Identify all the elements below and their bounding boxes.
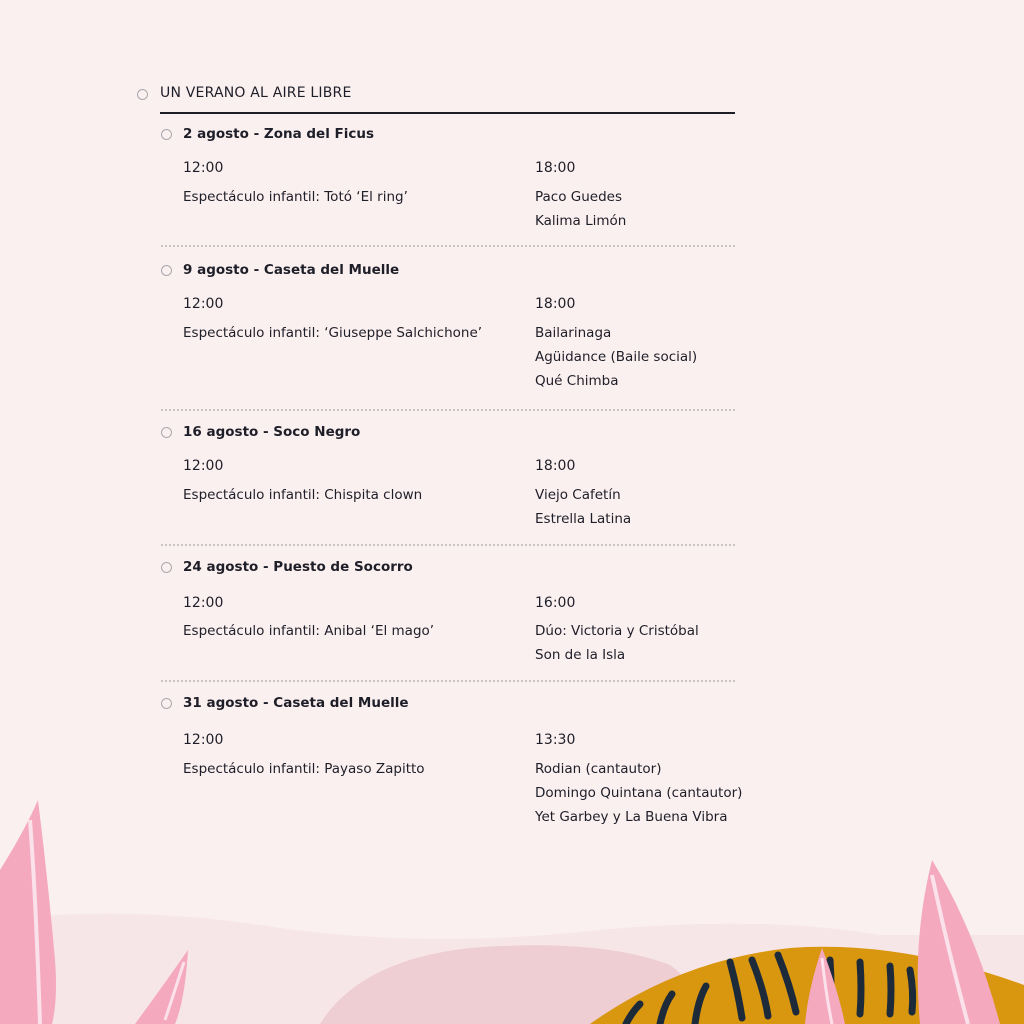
right-item: Rodian (cantautor) (535, 761, 662, 777)
page-title: UN VERANO AL AIRE LIBRE (160, 85, 352, 101)
right-time: 18:00 (535, 296, 576, 312)
left-time: 12:00 (183, 296, 224, 312)
right-item: Domingo Quintana (cantautor) (535, 785, 743, 801)
left-item: Espectáculo infantil: ‘Giuseppe Salchichone’ (183, 325, 483, 341)
right-item: Kalima Limón (535, 213, 627, 229)
leaf-stripe (860, 962, 861, 1014)
right-item: Dúo: Victoria y Cristóbal (535, 623, 699, 639)
right-item: Agüidance (Baile social) (535, 349, 698, 365)
pink-leaf-left (0, 800, 56, 1024)
left-time: 12:00 (183, 458, 224, 474)
right-item: Viejo Cafetín (535, 487, 621, 503)
section-header: 31 agosto - Caseta del Muelle (183, 695, 409, 711)
right-time: 18:00 (535, 160, 576, 176)
left-item: Espectáculo infantil: Totó ‘El ring’ (183, 189, 408, 205)
left-time: 12:00 (183, 160, 224, 176)
right-item: Bailarinaga (535, 325, 612, 341)
section-header: 16 agosto - Soco Negro (183, 424, 361, 440)
right-item: Yet Garbey y La Buena Vibra (535, 809, 728, 825)
right-time: 18:00 (535, 458, 576, 474)
right-item: Paco Guedes (535, 189, 623, 205)
left-item: Espectáculo infantil: Chispita clown (183, 487, 423, 503)
right-time: 13:30 (535, 732, 576, 748)
section-header: 9 agosto - Caseta del Muelle (183, 262, 400, 278)
right-item: Estrella Latina (535, 511, 632, 527)
right-item: Qué Chimba (535, 373, 619, 389)
right-item: Son de la Isla (535, 647, 626, 663)
leaf-stripe (890, 966, 891, 1014)
section-header: 24 agosto - Puesto de Socorro (183, 559, 413, 575)
left-time: 12:00 (183, 595, 224, 611)
right-time: 16:00 (535, 595, 576, 611)
left-item: Espectáculo infantil: Payaso Zapitto (183, 761, 425, 777)
section-header: 2 agosto - Zona del Ficus (183, 126, 375, 142)
left-time: 12:00 (183, 732, 224, 748)
leaf-stripe (910, 970, 913, 1012)
left-item: Espectáculo infantil: Anibal ‘El mago’ (183, 623, 435, 639)
